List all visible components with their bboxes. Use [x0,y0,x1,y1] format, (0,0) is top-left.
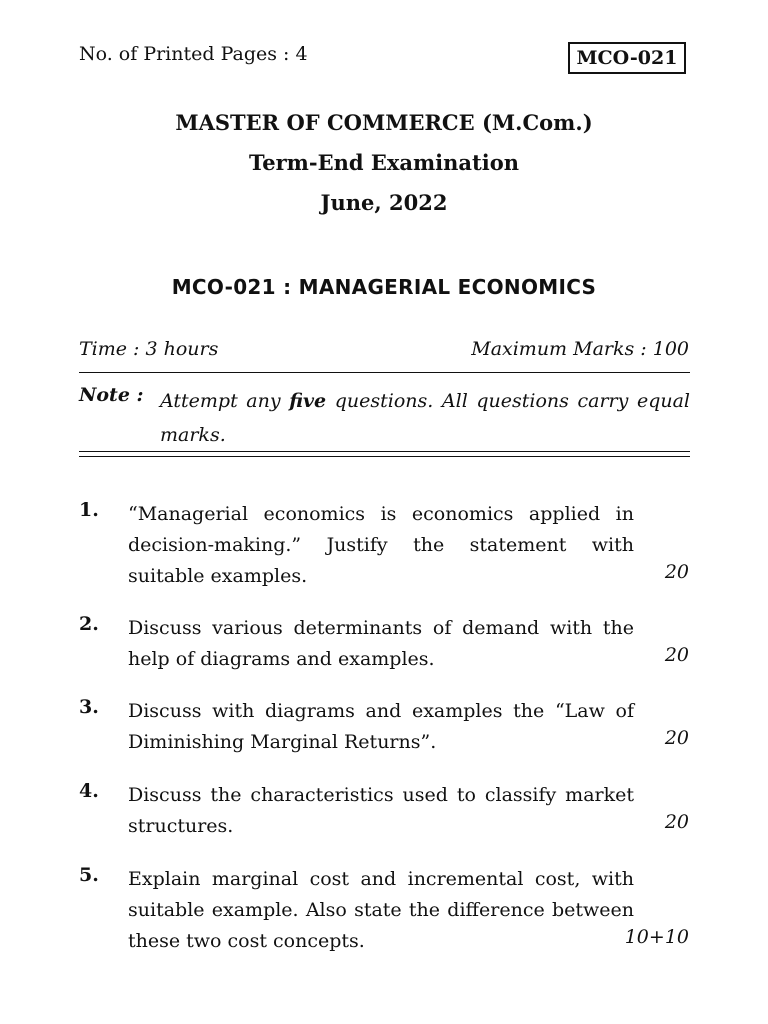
question-4-number: 4. [79,780,99,802]
note-text [160,384,690,452]
question-3-number: 3. [79,696,99,718]
question-4-marks: 20 [664,811,689,833]
note-emphasis: five [289,390,327,412]
question-2-text: Discuss various determinants of demand with the help of diagrams and examples. [128,617,634,670]
divider-top [79,372,690,373]
question-3-text: Discuss with diagrams and examples the “Law of Diminishing Marginal Returns”. [128,700,634,753]
exam-duration: Time : 3 hours [79,338,219,360]
printed-pages-count: No. of Printed Pages : 4 [79,43,308,65]
exam-title: Term-End Examination [248,150,519,175]
question-4-text: Discuss the characteristics used to classify market structures. [128,784,634,837]
divider-double-lower [79,456,690,457]
paper-code: MCO-021 [576,47,678,69]
degree-title: MASTER OF COMMERCE (M.Com.) [175,110,593,135]
course-title: MCO-021 : MANAGERIAL ECONOMICS [171,275,597,299]
question-1-text: “Managerial economics is economics applied in decision-making.” Justify the statement with suitable examples. [128,503,634,587]
exam-session: June, 2022 [320,190,448,215]
question-2-number: 2. [79,613,99,635]
question-1-marks: 20 [664,561,689,583]
question-3-marks: 20 [664,727,689,749]
maximum-marks: Maximum Marks : 100 [471,338,689,360]
note-text-end: questions. All questions carry equal marks. [160,390,691,446]
question-5-marks: 10+10 [624,926,689,948]
note-text-start: Attempt any [160,390,290,412]
paper-code-box [568,42,686,74]
note-label: Note : [79,384,144,406]
question-2-marks: 20 [664,644,689,666]
question-5-text: Explain marginal cost and incremental cost, with suitable example. Also state the difference between these two cost concepts. [128,868,634,952]
divider-double-upper [79,451,690,452]
question-5-number: 5. [79,864,99,886]
question-1-number: 1. [79,499,99,521]
